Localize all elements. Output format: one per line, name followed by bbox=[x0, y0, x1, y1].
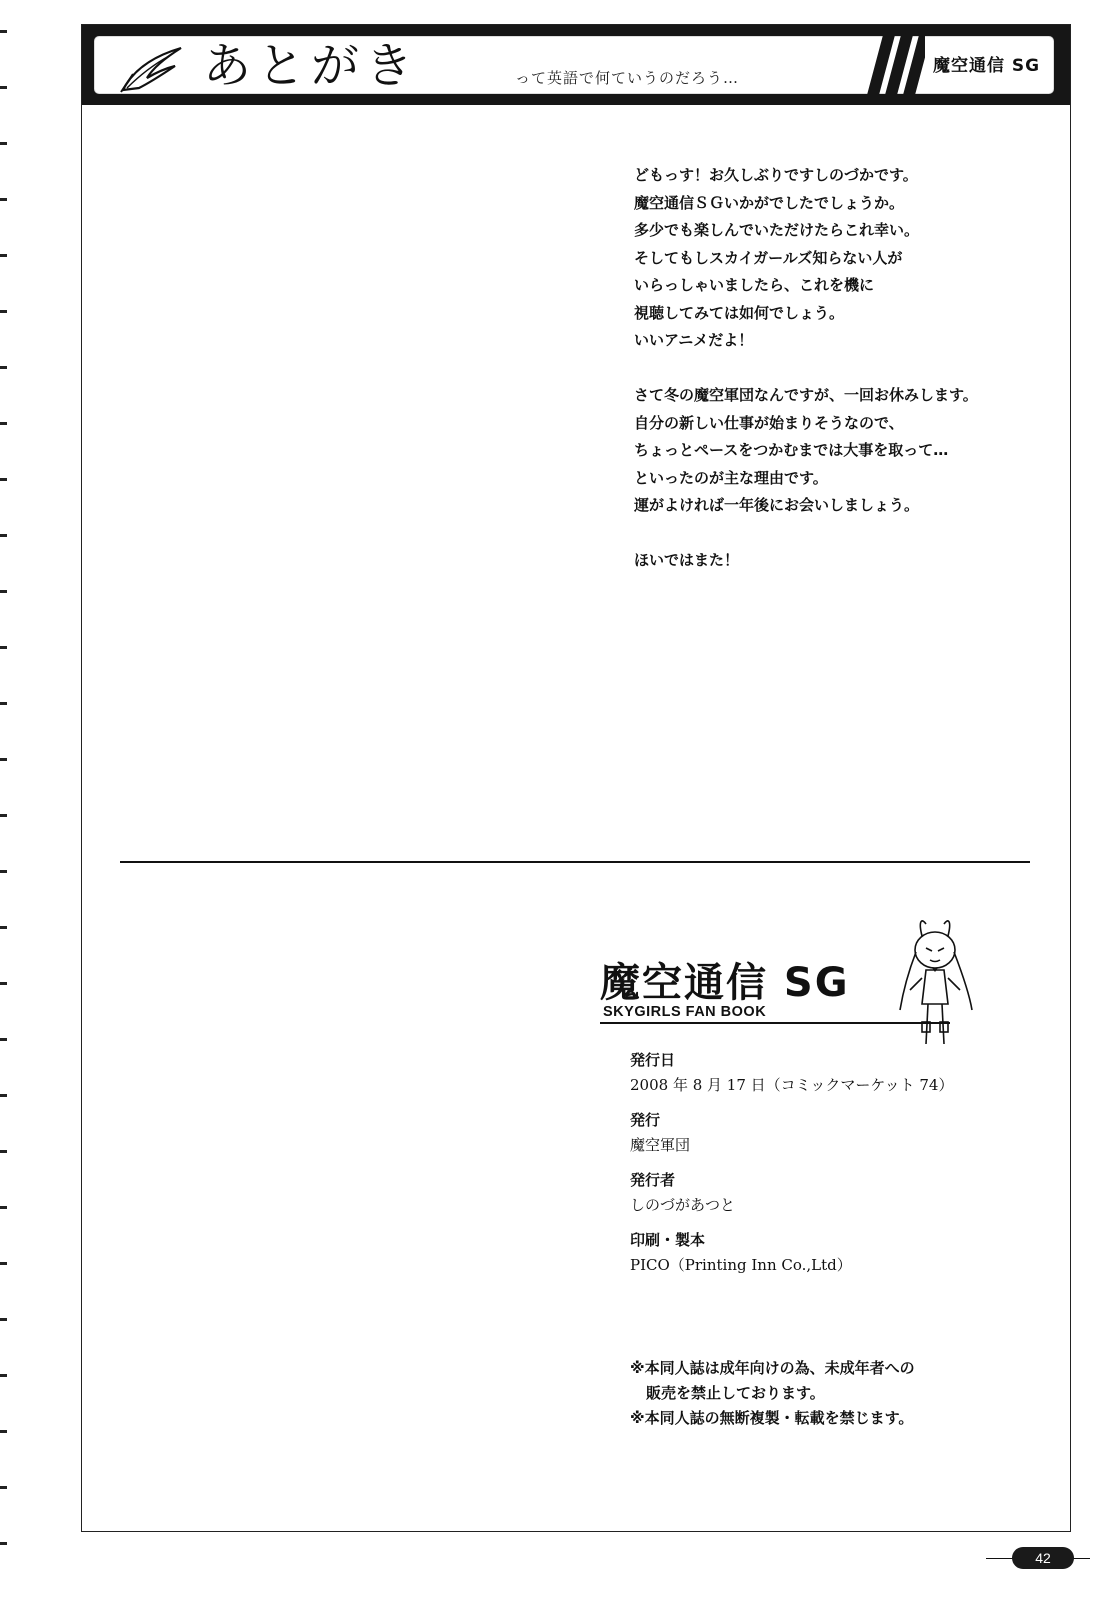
text-line: 魔空通信ＳＧいかがでしたでしょうか。 bbox=[634, 193, 905, 212]
text-line: といったのが主な理由です。 bbox=[634, 468, 828, 487]
book-title-logo: 魔空通信 SG bbox=[600, 960, 850, 1006]
page-subtitle: って英語で何ていうのだろう… bbox=[515, 69, 740, 87]
text-line: さて冬の魔空軍団なんですが、一回お休みします。 bbox=[634, 386, 978, 404]
text-line: いらっしゃいましたら、これを機に bbox=[634, 276, 875, 294]
text-line: 多少でも楽しんでいただけたらこれ幸い。 bbox=[634, 221, 920, 239]
publisher-label: 発行 bbox=[630, 1111, 661, 1129]
text-line: どもっす！お久しぶりですしのづかです。 bbox=[634, 166, 918, 184]
stripes-icon bbox=[855, 35, 925, 95]
page-number: 42 bbox=[1012, 1547, 1074, 1569]
closing-line: ほいではまた！ bbox=[634, 551, 740, 569]
mascot-illustration bbox=[896, 918, 976, 1050]
header-title-box bbox=[94, 36, 1054, 94]
notice-line: ※本同人誌の無断複製・転載を禁じます。 bbox=[630, 1409, 914, 1427]
section-divider bbox=[120, 861, 1030, 863]
printer-value: PICO（Printing Inn Co.,Ltd） bbox=[630, 1256, 852, 1274]
text-line: 視聴してみては如何でしょう。 bbox=[634, 303, 845, 322]
text-line: 自分の新しい仕事が始まりそうなので、 bbox=[634, 413, 904, 432]
publisher-value: 魔空軍団 bbox=[630, 1136, 691, 1154]
date-value: 2008 年 8 月 17 日（コミックマーケット 74） bbox=[630, 1076, 954, 1094]
text-line: そしてもしスカイガールズ知らない人が bbox=[634, 248, 903, 267]
notice-line: ※本同人誌は成年向けの為、未成年者への bbox=[630, 1359, 915, 1377]
afterword-text bbox=[634, 162, 1054, 575]
page-header bbox=[82, 25, 1070, 105]
legal-notice bbox=[630, 1356, 1050, 1431]
colophon bbox=[630, 1048, 1050, 1288]
author-value: しのづがあつと bbox=[630, 1196, 736, 1214]
text-line: いいアニメだよ！ bbox=[634, 331, 754, 349]
text-line: ちょっとペースをつかむまでは大事を取って… bbox=[634, 441, 949, 459]
author-label: 発行者 bbox=[630, 1171, 676, 1189]
binding-spiral bbox=[0, 0, 12, 1600]
date-label: 発行日 bbox=[630, 1051, 676, 1069]
book-subtitle: SKYGIRLS FAN BOOK bbox=[603, 1004, 767, 1020]
header-brand: 魔空通信 SG bbox=[933, 56, 1041, 76]
wing-icon bbox=[117, 44, 187, 94]
notice-line: 販売を禁止しております。 bbox=[646, 1384, 825, 1402]
text-line: 運がよければ一年後にお会いしましょう。 bbox=[634, 496, 920, 514]
printer-label: 印刷・製本 bbox=[630, 1231, 706, 1249]
page-title: あとがき bbox=[203, 38, 420, 94]
